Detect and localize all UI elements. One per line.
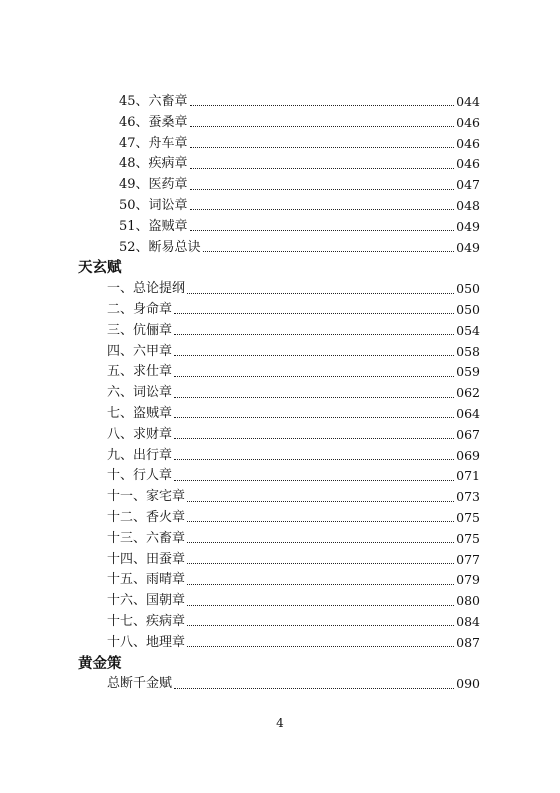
toc-entry-page: 075 xyxy=(456,530,480,546)
toc-entry[interactable] xyxy=(0,446,560,467)
toc-entry-title: 二、身命章 xyxy=(107,301,173,317)
toc-entry-page: 054 xyxy=(456,322,480,338)
toc-entry[interactable] xyxy=(0,550,560,571)
toc-entry-page: 075 xyxy=(456,509,480,525)
toc-entry-page: 071 xyxy=(456,468,480,484)
toc-entry-title: 45、六畜章 xyxy=(119,94,188,109)
toc-entry-title: 七、盗贼章 xyxy=(107,405,173,421)
toc-entry-title: 48、疾病章 xyxy=(119,156,188,172)
dot-leader xyxy=(187,500,454,502)
toc-entry-title: 十一、家宅章 xyxy=(107,489,186,505)
table-of-contents xyxy=(0,92,560,695)
toc-entry[interactable] xyxy=(0,383,560,404)
toc-entry[interactable] xyxy=(0,508,560,529)
toc-entry[interactable] xyxy=(0,570,560,591)
toc-entry[interactable] xyxy=(0,591,560,612)
dot-leader xyxy=(187,292,454,294)
dot-leader xyxy=(190,208,455,210)
section-heading: 黄金策 xyxy=(78,655,122,672)
toc-entry-page: 047 xyxy=(456,177,480,193)
toc-entry-page: 044 xyxy=(456,94,480,109)
toc-entry-title: 49、医药章 xyxy=(119,177,188,193)
toc-entry-title: 十二、香火章 xyxy=(107,509,186,525)
toc-entry-page: 079 xyxy=(456,572,480,588)
toc-entry-page: 059 xyxy=(456,364,480,380)
toc-entry[interactable] xyxy=(0,175,560,196)
toc-entry-page: 049 xyxy=(456,239,480,255)
dot-leader xyxy=(174,375,454,377)
page-number: 4 xyxy=(276,716,284,730)
toc-entry-page: 087 xyxy=(456,634,480,650)
toc-entry-page: 050 xyxy=(456,301,480,317)
toc-entry-page: 080 xyxy=(456,593,480,609)
toc-entry-title: 四、六甲章 xyxy=(107,343,173,359)
dot-leader xyxy=(203,250,455,252)
toc-entry[interactable] xyxy=(0,487,560,508)
toc-entry-title: 47、舟车章 xyxy=(119,135,188,151)
dot-leader xyxy=(174,354,454,356)
dot-leader xyxy=(187,583,454,585)
toc-entry-title: 总断千金赋 xyxy=(107,676,173,692)
toc-entry[interactable] xyxy=(0,674,560,695)
toc-entry-title: 52、断易总诀 xyxy=(119,239,201,255)
toc-entry-title: 50、词讼章 xyxy=(119,197,188,213)
toc-entry-page: 046 xyxy=(456,135,480,151)
dot-leader xyxy=(174,479,454,481)
toc-entry[interactable] xyxy=(0,362,560,383)
dot-leader xyxy=(187,624,454,626)
dot-leader xyxy=(190,125,455,127)
dot-leader xyxy=(174,437,454,439)
dot-leader xyxy=(174,333,454,335)
dot-leader xyxy=(174,458,454,460)
toc-entry-page: 062 xyxy=(456,385,480,401)
toc-entry-title: 十四、田蚕章 xyxy=(107,551,186,567)
toc-entry[interactable] xyxy=(0,92,560,113)
toc-entry[interactable] xyxy=(0,342,560,363)
dot-leader xyxy=(174,416,454,418)
section-heading: 天玄赋 xyxy=(78,260,122,277)
dot-leader xyxy=(190,188,455,190)
toc-entry[interactable] xyxy=(0,154,560,175)
toc-entry-title: 十八、地理章 xyxy=(107,634,186,650)
toc-entry[interactable] xyxy=(0,113,560,134)
toc-entry-title: 十七、疾病章 xyxy=(107,613,186,629)
dot-leader xyxy=(190,167,455,169)
toc-entry[interactable] xyxy=(0,466,560,487)
dot-leader xyxy=(187,541,454,543)
toc-entry-page: 077 xyxy=(456,551,480,567)
dot-leader xyxy=(187,645,454,647)
toc-entry-title: 六、词讼章 xyxy=(107,385,173,401)
dot-leader xyxy=(190,229,455,231)
toc-entry[interactable] xyxy=(0,134,560,155)
dot-leader xyxy=(190,146,455,148)
dot-leader xyxy=(174,687,454,689)
toc-entry[interactable] xyxy=(0,404,560,425)
dot-leader xyxy=(190,104,455,106)
toc-entry[interactable] xyxy=(0,238,560,259)
toc-entry-page: 049 xyxy=(456,218,480,234)
toc-entry-title: 46、蚕桑章 xyxy=(119,114,188,130)
toc-entry[interactable] xyxy=(0,321,560,342)
toc-entry-title: 九、出行章 xyxy=(107,447,173,463)
toc-entry-title: 三、伉俪章 xyxy=(107,322,173,338)
toc-entry-title: 五、求仕章 xyxy=(107,364,173,380)
toc-entry[interactable] xyxy=(0,196,560,217)
toc-entry-title: 一、总论提纲 xyxy=(107,281,186,297)
dot-leader xyxy=(174,396,454,398)
toc-entry-page: 069 xyxy=(456,447,480,463)
toc-entry-page: 067 xyxy=(456,426,480,442)
toc-entry[interactable] xyxy=(0,425,560,446)
dot-leader xyxy=(187,520,454,522)
toc-entry-page: 046 xyxy=(456,114,480,130)
dot-leader xyxy=(174,312,454,314)
toc-entry-page: 090 xyxy=(456,676,480,692)
dot-leader xyxy=(187,604,454,606)
toc-entry-title: 十、行人章 xyxy=(107,468,173,484)
toc-entry-title: 十三、六畜章 xyxy=(107,530,186,546)
toc-entry-page: 064 xyxy=(456,405,480,421)
dot-leader xyxy=(187,562,454,564)
toc-entry[interactable] xyxy=(0,217,560,238)
toc-entry-title: 十六、国朝章 xyxy=(107,593,186,609)
toc-entry-page: 073 xyxy=(456,489,480,505)
toc-entry-page: 048 xyxy=(456,197,480,213)
toc-entry-page: 084 xyxy=(456,613,480,629)
toc-entry[interactable] xyxy=(0,612,560,633)
toc-entry[interactable] xyxy=(0,279,560,300)
toc-entry[interactable] xyxy=(0,529,560,550)
toc-entry[interactable] xyxy=(0,633,560,654)
toc-entry-page: 058 xyxy=(456,343,480,359)
toc-entry-page: 050 xyxy=(456,281,480,297)
toc-entry-title: 51、盗贼章 xyxy=(119,218,188,234)
toc-entry-title: 十五、雨晴章 xyxy=(107,572,186,588)
toc-entry-page: 046 xyxy=(456,156,480,172)
toc-entry[interactable] xyxy=(0,300,560,321)
toc-entry-title: 八、求财章 xyxy=(107,426,173,442)
